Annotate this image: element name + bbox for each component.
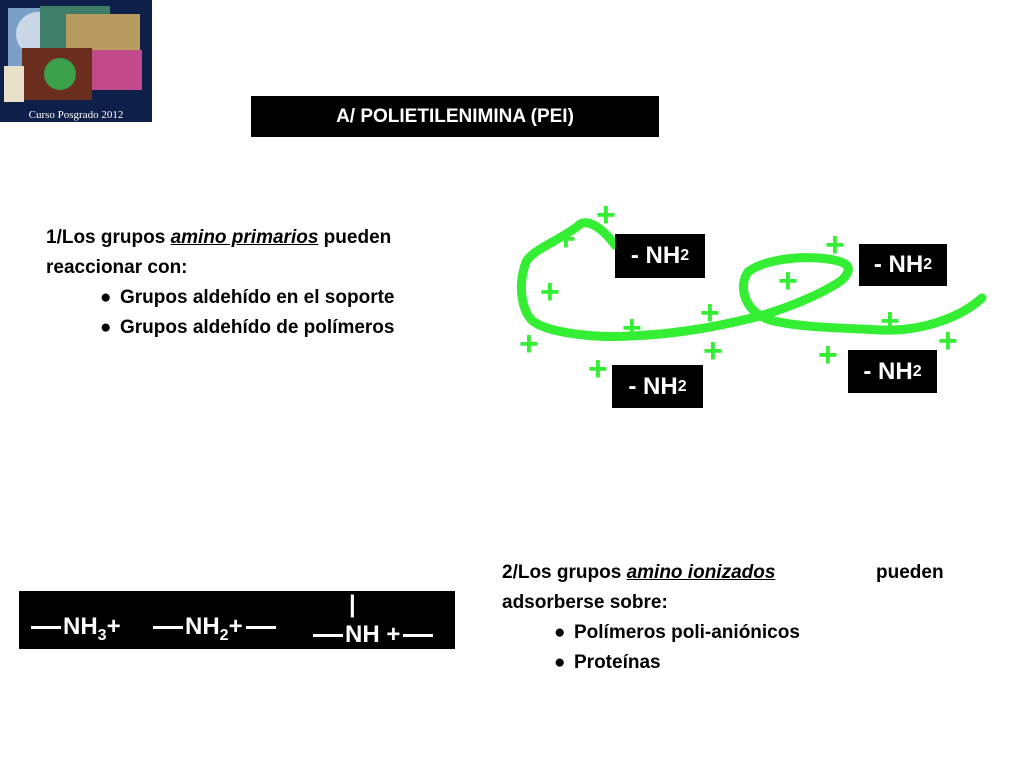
plus-sign-icon: + bbox=[818, 336, 838, 374]
section1-bullet: ● Grupos aldehído de polímeros bbox=[100, 313, 466, 343]
nh2-formula: $NH_2+$ bbox=[153, 613, 278, 645]
nh3-formula: $NH_3+$ bbox=[31, 613, 121, 645]
section2-bullet: ● Polímeros poli-aniónicos bbox=[554, 618, 972, 648]
section-primary-amines bbox=[46, 223, 466, 343]
section1-line2: reaccionar con: bbox=[46, 257, 188, 278]
nh2-label: - NH 2 bbox=[848, 350, 937, 393]
section1-bullet: ● Grupos aldehído en el soporte bbox=[100, 283, 466, 313]
section2-line1: 2/Los grupos amino ionizados pueden bbox=[502, 562, 944, 583]
nh-branch-bar: | bbox=[349, 591, 356, 618]
plus-sign-icon: + bbox=[825, 226, 845, 264]
nh2-label: - NH 2 bbox=[615, 234, 705, 278]
plus-sign-icon: + bbox=[938, 322, 958, 360]
plus-sign-icon: + bbox=[622, 309, 642, 347]
slide-title: A/ POLIETILENIMINA (PEI) bbox=[251, 96, 659, 137]
plus-sign-icon: + bbox=[703, 332, 723, 370]
logo-collage bbox=[0, 0, 152, 122]
plus-sign-icon: + bbox=[778, 262, 798, 300]
course-logo bbox=[0, 0, 152, 122]
nh-formula: NH + bbox=[313, 621, 435, 649]
plus-sign-icon: + bbox=[880, 302, 900, 340]
plus-sign-icon: + bbox=[596, 196, 616, 234]
plus-sign-icon: + bbox=[519, 325, 539, 363]
bullet-dot-icon: ● bbox=[100, 317, 112, 338]
section-ionized-amines bbox=[502, 558, 972, 678]
section1-line1: 1/Los grupos amino primarios pueden bbox=[46, 227, 392, 248]
section2-line2: adsorberse sobre: bbox=[502, 592, 668, 613]
section2-bullet: ● Proteínas bbox=[554, 648, 972, 678]
plus-sign-icon: + bbox=[556, 220, 576, 258]
bullet-dot-icon: ● bbox=[100, 287, 112, 308]
ionized-amine-formulas bbox=[19, 591, 455, 649]
bullet-dot-icon: ● bbox=[554, 622, 566, 643]
plus-sign-icon: + bbox=[588, 350, 608, 388]
bullet-dot-icon: ● bbox=[554, 652, 566, 673]
plus-sign-icon: + bbox=[700, 294, 720, 332]
plus-sign-icon: + bbox=[540, 273, 560, 311]
logo-caption: Curso Posgrado 2012 bbox=[28, 109, 124, 121]
nh2-label: - NH 2 bbox=[612, 365, 703, 408]
nh2-label: - NH 2 bbox=[859, 244, 947, 286]
